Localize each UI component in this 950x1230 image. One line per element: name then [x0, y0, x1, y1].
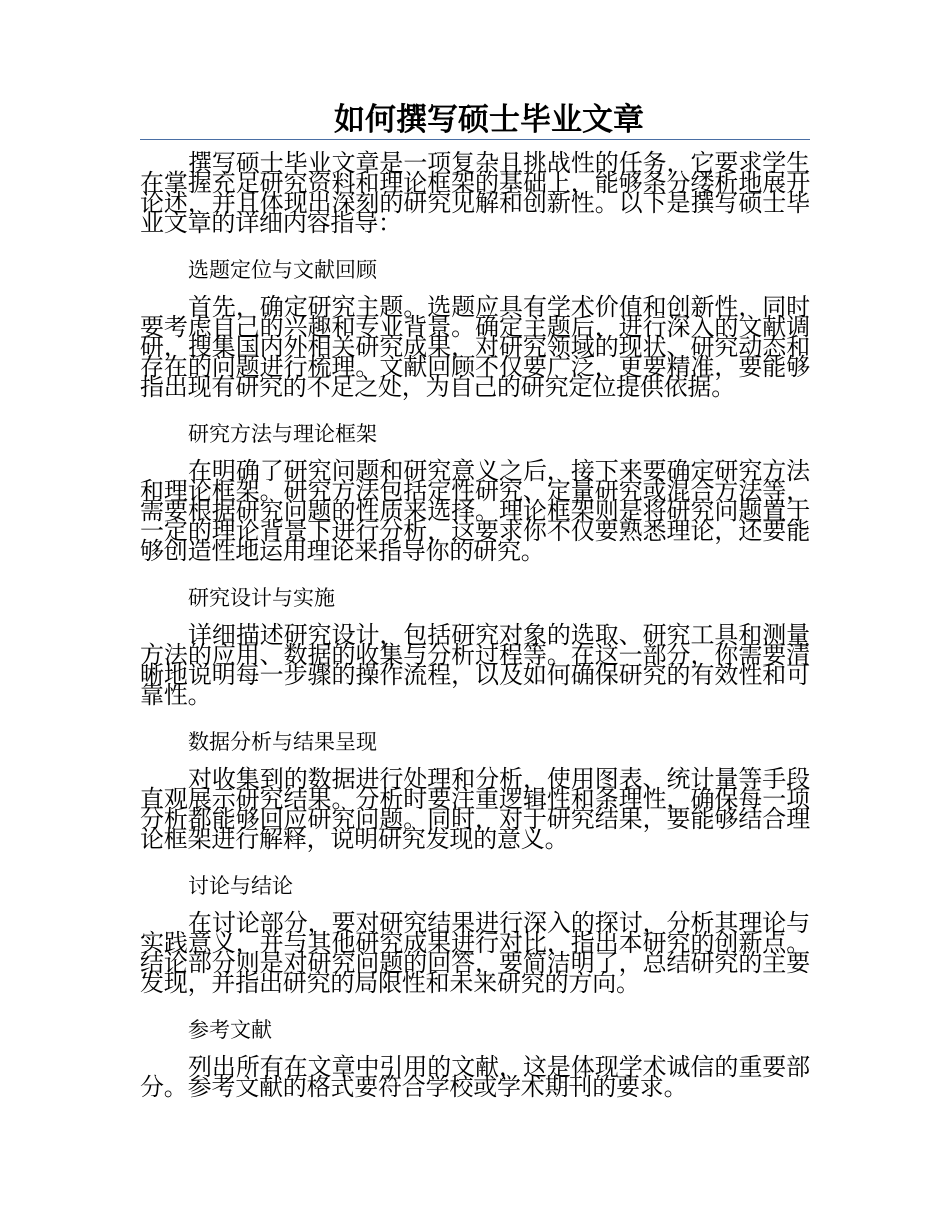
section-heading-references: 参考文献: [188, 1018, 272, 1042]
section-heading-design: 研究设计与实施: [188, 586, 335, 610]
section-heading-analysis: 数据分析与结果呈现: [188, 730, 377, 754]
title-underline: [140, 139, 810, 140]
section-body-discussion: 在讨论部分，要对研究结果进行深入的探讨，分析其理论与实践意义，并与其他研究成果进行对比，指出本研究的创新点。结论部分则是对研究问题的回答，要简洁明了，总结研究的主要发现，并指出研究的局限性和未来研究的方向。: [140, 909, 810, 997]
section-heading-methods: 研究方法与理论框架: [188, 422, 377, 446]
document-title: 如何撰写硕士毕业文章: [334, 102, 644, 138]
section-body-analysis: 对收集到的数据进行处理和分析，使用图表、统计量等手段直观展示研究结果。分析时要注重逻辑性和条理性，确保每一项分析都能够回应研究问题。同时，对于研究结果，要能够结合理论框架进行解释，说明研究发现的意义。: [140, 765, 810, 853]
section-heading-discussion: 讨论与结论: [188, 874, 293, 898]
section-body-design: 详细描述研究设计，包括研究对象的选取、研究工具和测量方法的应用、数据的收集与分析过程等。在这一部分，你需要清晰地说明每一步骤的操作流程，以及如何确保研究的有效性和可靠性。: [140, 621, 810, 709]
document-body: [140, 149, 810, 1101]
section-heading-topic: 选题定位与文献回顾: [188, 258, 377, 282]
section-body-topic: 首先，确定研究主题。选题应具有学术价值和创新性，同时要考虑自己的兴趣和专业背景。确定主题后，进行深入的文献调研，搜集国内外相关研究成果，对研究领域的现状、研究动态和存在的问题进行梳理。文献回顾不仅要广泛，更要精准，要能够指出现有研究的不足之处，为自己的研究定位提供依据。: [140, 293, 810, 401]
section-body-references: 列出所有在文章中引用的文献，这是体现学术诚信的重要部分。参考文献的格式要符合学校或学术期刊的要求。: [140, 1053, 810, 1101]
section-body-methods: 在明确了研究问题和研究意义之后，接下来要确定研究方法和理论框架。研究方法包括定性研究、定量研究或混合方法等，需要根据研究问题的性质来选择。理论框架则是将研究问题置于一定的理论背景下进行分析，这要求你不仅要熟悉理论，还要能够创造性地运用理论来指导你的研究。: [140, 457, 810, 565]
intro-paragraph: 撰写硕士毕业文章是一项复杂且挑战性的任务，它要求学生在掌握充足研究资料和理论框架的基础上，能够条分缕析地展开论述，并且体现出深刻的研究见解和创新性。以下是撰写硕士毕业文章的详细内容指导：: [140, 149, 810, 237]
